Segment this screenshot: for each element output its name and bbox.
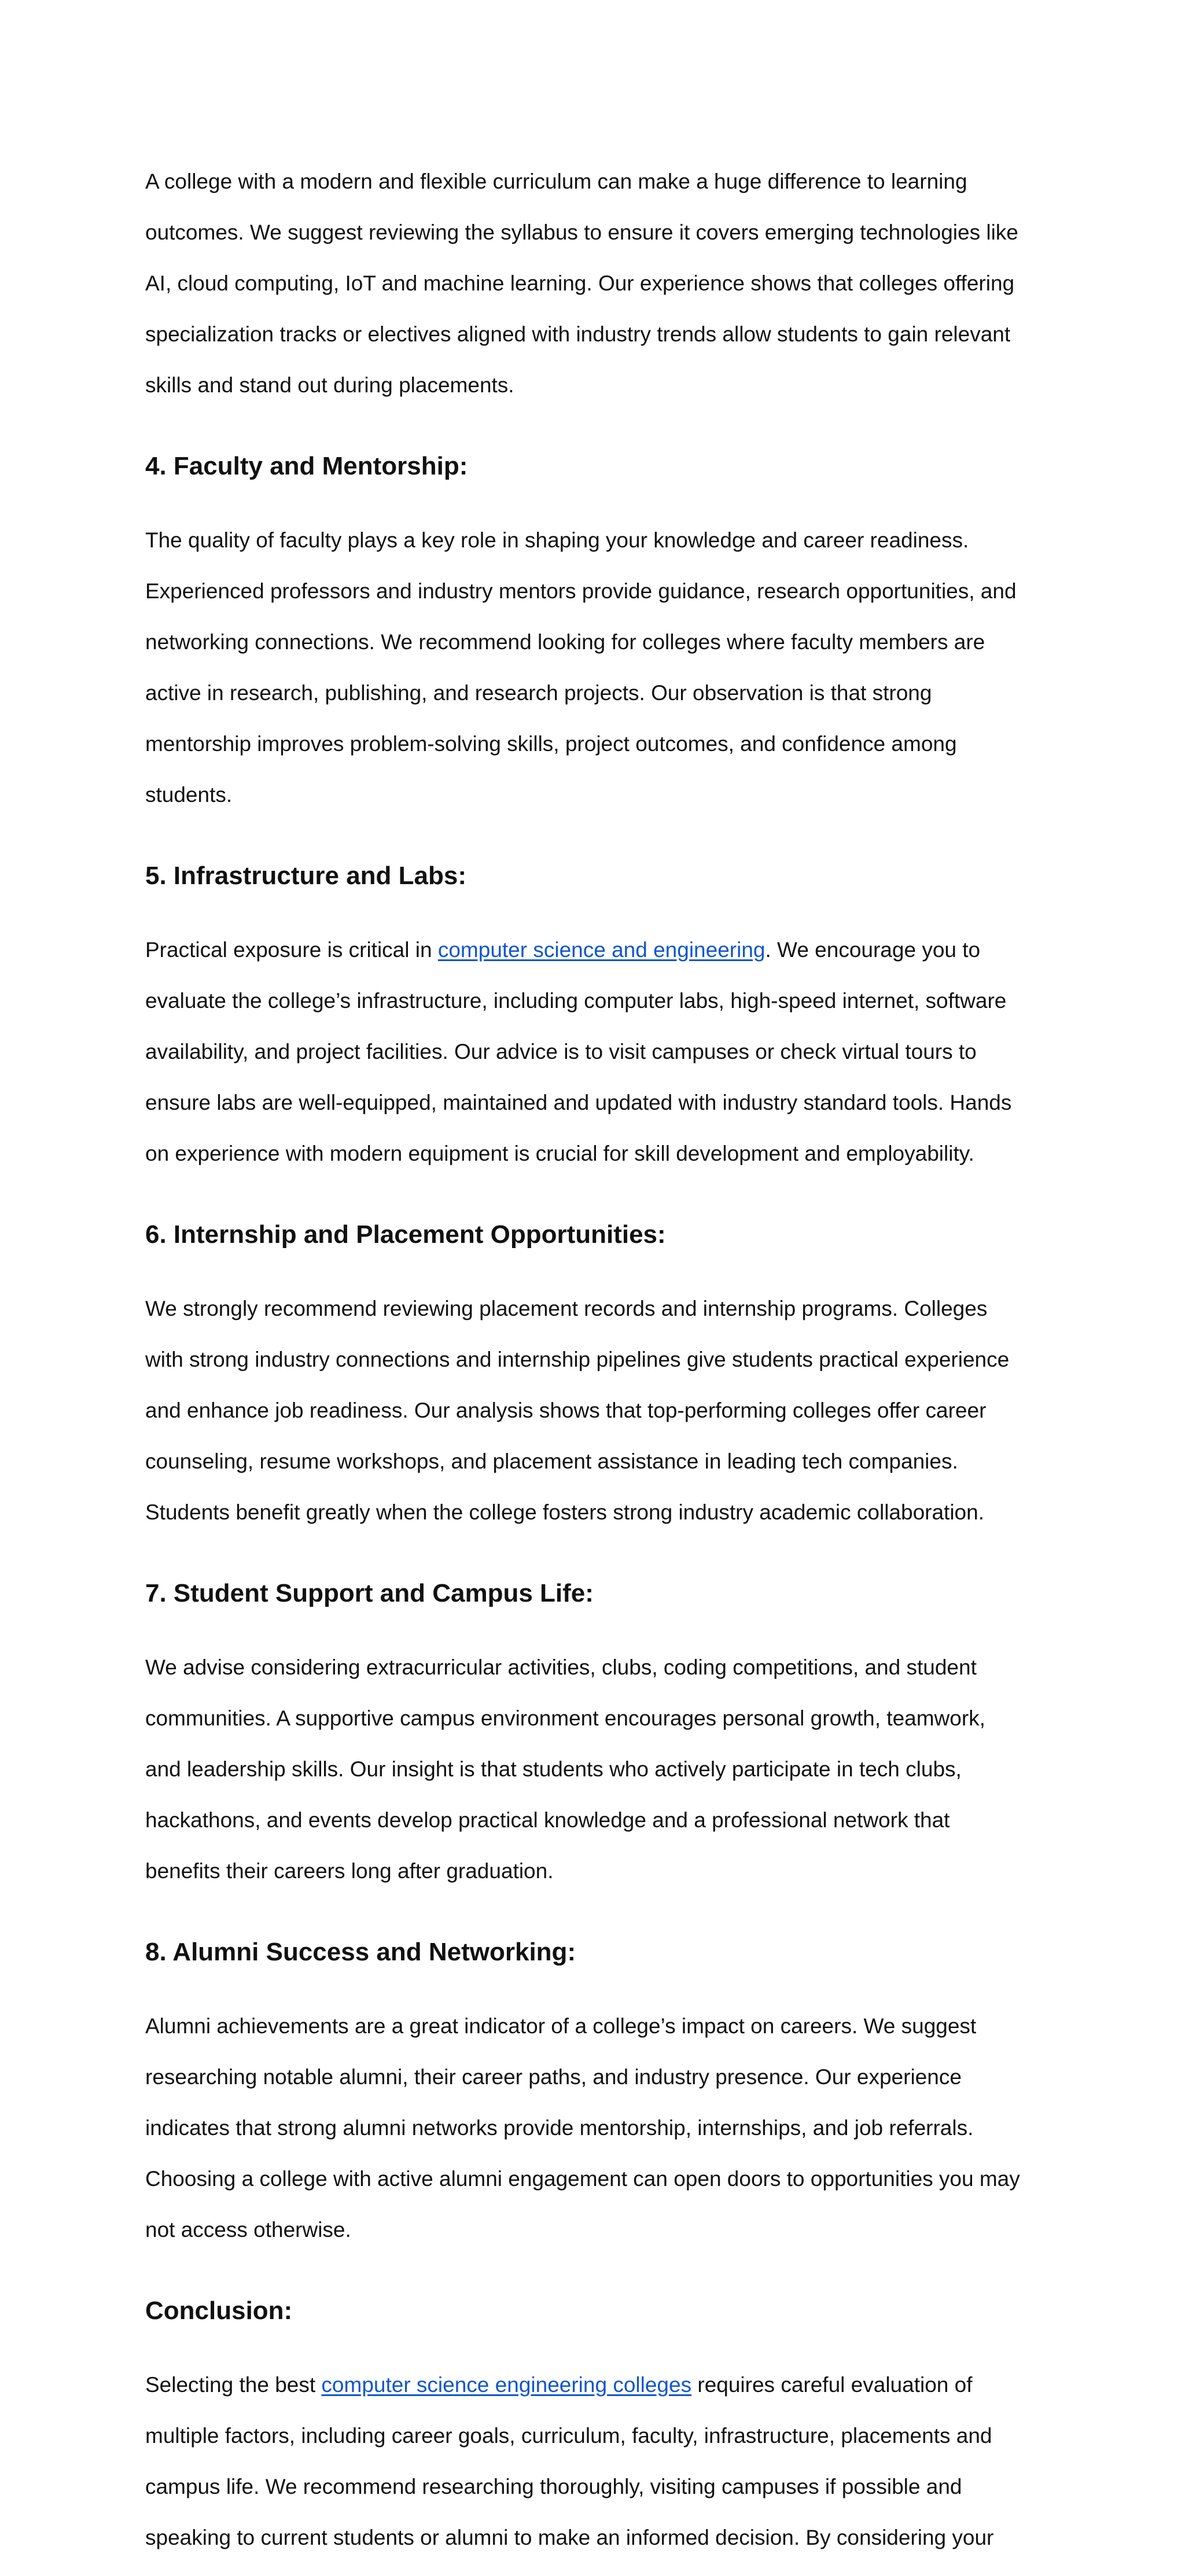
text-line: and leadership skills. Our insight is that students who actively participate in tech clubs, — [145, 1757, 962, 1781]
text-line: We strongly recommend reviewing placement records and internship programs. Colleges — [145, 1297, 988, 1320]
text-line: researching notable alumni, their career paths, and industry presence. Our experience — [145, 2065, 962, 2089]
section-heading-internship: 6. Internship and Placement Opportunities: — [145, 1220, 666, 1249]
text-line: outcomes. We suggest reviewing the syllabus to ensure it covers emerging technologies like — [145, 220, 1018, 244]
infrastructure-paragraph — [145, 912, 1059, 1192]
text-line: availability, and project facilities. Our advice is to visit campuses or check virtual tours to — [145, 1040, 977, 1063]
section-heading-infrastructure: 5. Infrastructure and Labs: — [145, 862, 467, 890]
faculty-paragraph — [145, 502, 1059, 833]
document-page — [145, 143, 1059, 2576]
text-line: students. — [145, 783, 233, 807]
text-span: . We encourage you to — [765, 938, 981, 962]
text-line: We advise considering extracurricular activities, clubs, coding competitions, and student — [145, 1655, 977, 1679]
text-line: networking connections. We recommend looking for colleges where faculty members are — [145, 630, 985, 654]
internship-paragraph — [145, 1271, 1059, 1551]
section-heading-faculty: 4. Faculty and Mentorship: — [145, 452, 468, 480]
text-line: Students benefit greatly when the college fosters strong industry academic collaboration. — [145, 1500, 984, 1524]
text-line: Experienced professors and industry mentors provide guidance, research opportunities, and — [145, 579, 1017, 603]
text-line — [145, 2372, 1059, 2398]
text-line — [145, 937, 1059, 963]
text-line: indicates that strong alumni networks provide mentorship, internships, and job referrals. — [145, 2116, 974, 2140]
conclusion-paragraph — [145, 2347, 1059, 2576]
text-line: ensure labs are well-equipped, maintained and updated with industry standard tools. Hands — [145, 1091, 1012, 1114]
text-line: AI, cloud computing, IoT and machine learning. Our experience shows that colleges offering — [145, 271, 1015, 295]
alumni-paragraph — [145, 1988, 1059, 2268]
text-line: specialization tracks or electives aligned with industry trends allow students to gain relevant — [145, 322, 1011, 346]
text-line: active in research, publishing, and research projects. Our observation is that strong — [145, 681, 932, 705]
text-line: mentorship improves problem-solving skills, project outcomes, and confidence among — [145, 732, 957, 756]
intro-paragraph — [145, 143, 1059, 424]
text-line: hackathons, and events develop practical knowledge and a professional network that — [145, 1808, 950, 1832]
text-span: Selecting the best — [145, 2373, 322, 2397]
text-line: Choosing a college with active alumni engagement can open doors to opportunities you may — [145, 2167, 1020, 2191]
text-line: multiple factors, including career goals, curriculum, faculty, infrastructure, placements and — [145, 2424, 992, 2448]
text-line: Alumni achievements are a great indicator of a college’s impact on careers. We suggest — [145, 2014, 977, 2038]
section-heading-student-support: 7. Student Support and Campus Life: — [145, 1579, 594, 1607]
cse-colleges-link[interactable]: computer science engineering colleges — [321, 2373, 692, 2397]
text-line: communities. A supportive campus environment encourages personal growth, teamwork, — [145, 1706, 985, 1730]
text-line: benefits their careers long after graduation. — [145, 1859, 554, 1883]
text-line: not access otherwise. — [145, 2218, 351, 2242]
text-line: on experience with modern equipment is crucial for skill development and employability. — [145, 1142, 974, 1165]
section-heading-alumni: 8. Alumni Success and Networking: — [145, 1938, 576, 1966]
text-span: requires careful evaluation of — [691, 2373, 973, 2397]
text-span: Practical exposure is critical in — [145, 938, 438, 962]
text-line: evaluate the college’s infrastructure, including computer labs, high-speed internet, software — [145, 989, 1007, 1013]
text-line: speaking to current students or alumni to make an informed decision. By considering your — [145, 2526, 994, 2549]
text-line: counseling, resume workshops, and placement assistance in leading tech companies. — [145, 1449, 958, 1473]
text-line: campus life. We recommend researching thoroughly, visiting campuses if possible and — [145, 2475, 962, 2498]
text-line: The quality of faculty plays a key role in shaping your knowledge and career readiness. — [145, 528, 969, 552]
cse-link[interactable]: computer science and engineering — [437, 938, 766, 962]
section-heading-conclusion: Conclusion: — [145, 2297, 293, 2325]
text-line: with strong industry connections and internship pipelines give students practical experience — [145, 1348, 1010, 1371]
text-line: and enhance job readiness. Our analysis shows that top-performing colleges offer career — [145, 1399, 987, 1422]
student-support-paragraph — [145, 1629, 1059, 1909]
text-line: skills and stand out during placements. — [145, 373, 514, 397]
text-line: A college with a modern and flexible curriculum can make a huge difference to learning — [145, 170, 967, 193]
